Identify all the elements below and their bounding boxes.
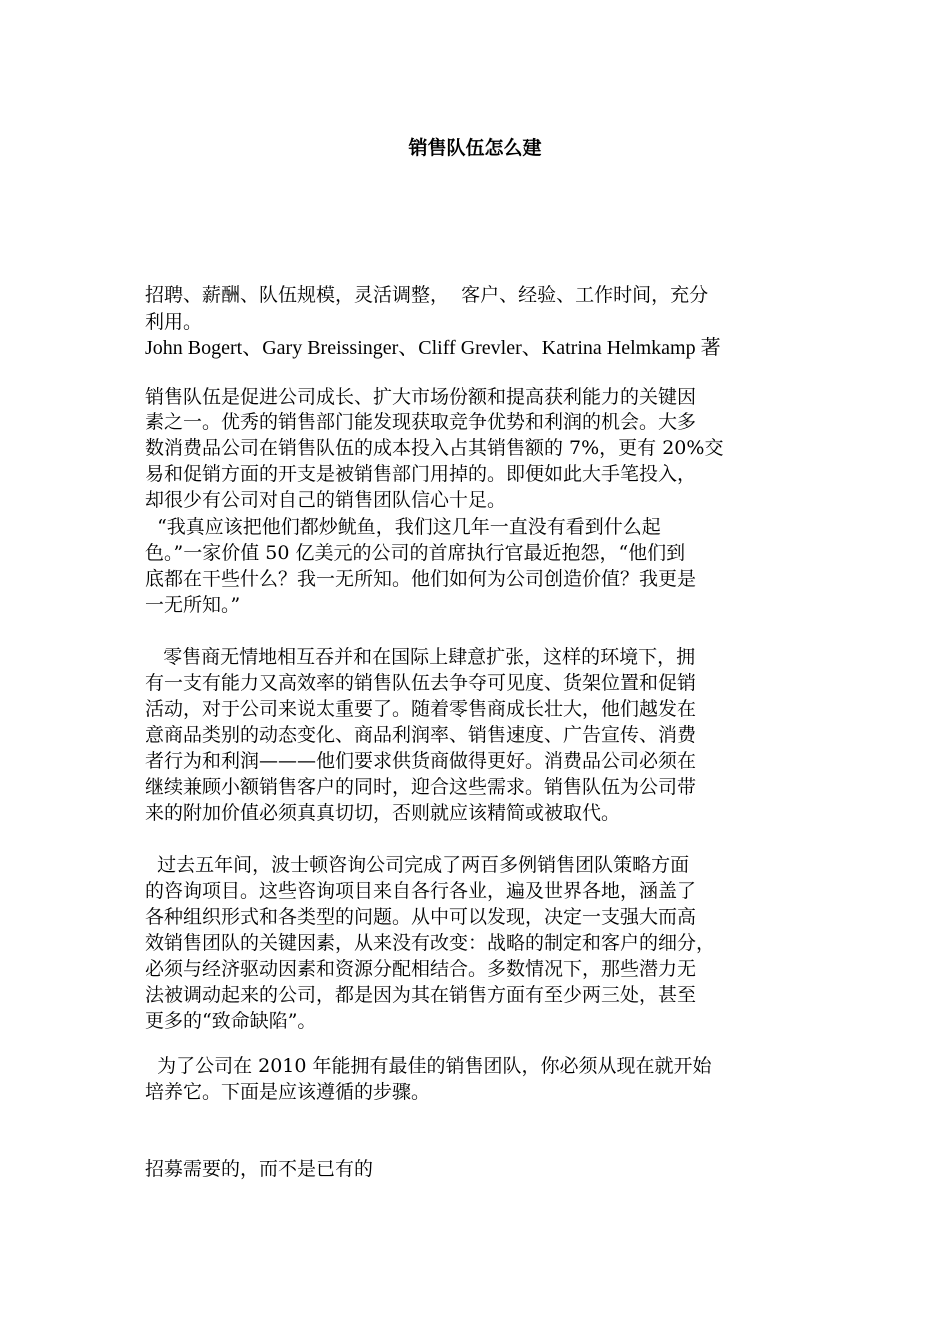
paragraph-line: 法被调动起来的公司，都是因为其在销售方面有至少两三处，甚至 (145, 984, 697, 1006)
paragraph-line: 各种组织形式和各类型的问题。从中可以发现，决定一支强大而高 (145, 906, 697, 928)
paragraph-line: 效销售团队的关键因素，从来没有改变：战略的制定和客户的细分， (145, 932, 716, 954)
paragraph-line: 者行为和利润———他们要求供货商做得更好。消费品公司必须在 (145, 750, 697, 772)
paragraph-line: “我真应该把他们都炒鱿鱼，我们这几年一直没有看到什么起 (145, 516, 661, 538)
subtitle-line: 利用。 (145, 311, 203, 333)
paragraph-line: 来的附加价值必须真真切切，否则就应该精简或被取代。 (145, 802, 621, 824)
paragraph-line: 底都在干些什么？我一无所知。他们如何为公司创造价值？我更是 (145, 568, 697, 590)
paragraph-line: 零售商无情地相互吞并和在国际上肆意扩张，这样的环境下，拥 (145, 646, 696, 668)
paragraph-line: 活动，对于公司来说太重要了。随着零售商成长壮大，他们越发在 (145, 698, 697, 720)
section-heading: 招募需要的，而不是已有的 (145, 1158, 374, 1180)
paragraph-line: 意商品类别的动态变化、商品利润率、销售速度、广告宣传、消费 (145, 724, 697, 746)
author-line: John Bogert、Gary Breissinger、Cliff Grevler、Katrina Helmkamp 著 (145, 337, 721, 359)
paragraph-line: 数消费品公司在销售队伍的成本投入占其销售额的 7%，更有 20%交 (145, 437, 724, 459)
subtitle-line: 招聘、薪酬、队伍规模，灵活调整， 客户、经验、工作时间，充分 (145, 284, 709, 306)
paragraph-line: 素之一。优秀的销售部门能发现获取竞争优势和利润的机会。大多 (145, 411, 697, 433)
paragraph-line: 有一支有能力又高效率的销售队伍去争夺可见度、货架位置和促销 (145, 672, 697, 694)
paragraph-line: 销售队伍是促进公司成长、扩大市场份额和提高获利能力的关键因 (145, 386, 697, 408)
paragraph-line: 一无所知。” (145, 594, 241, 616)
paragraph-line: 却很少有公司对自己的销售团队信心十足。 (145, 489, 507, 511)
paragraph-line: 的咨询项目。这些咨询项目来自各行各业，遍及世界各地，涵盖了 (145, 880, 697, 902)
paragraph-line: 培养它。下面是应该遵循的步骤。 (145, 1081, 431, 1103)
document-title: 销售队伍怎么建 (408, 137, 542, 159)
paragraph-line: 更多的“致命缺陷”。 (145, 1010, 317, 1032)
paragraph-line: 过去五年间，波士顿咨询公司完成了两百多例销售团队策略方面 (145, 854, 690, 876)
paragraph-line: 继续兼顾小额销售客户的同时，迎合这些需求。销售队伍为公司带 (145, 776, 697, 798)
paragraph-line: 易和促销方面的开支是被销售部门用掉的。即便如此大手笔投入， (145, 463, 697, 485)
paragraph-line: 为了公司在 2010 年能拥有最佳的销售团队，你必须从现在就开始 (145, 1055, 712, 1077)
paragraph-line: 色。”一家价值 50 亿美元的公司的首席执行官最近抱怨，“他们到 (145, 542, 686, 564)
paragraph-line: 必须与经济驱动因素和资源分配相结合。多数情况下，那些潜力无 (145, 958, 697, 980)
